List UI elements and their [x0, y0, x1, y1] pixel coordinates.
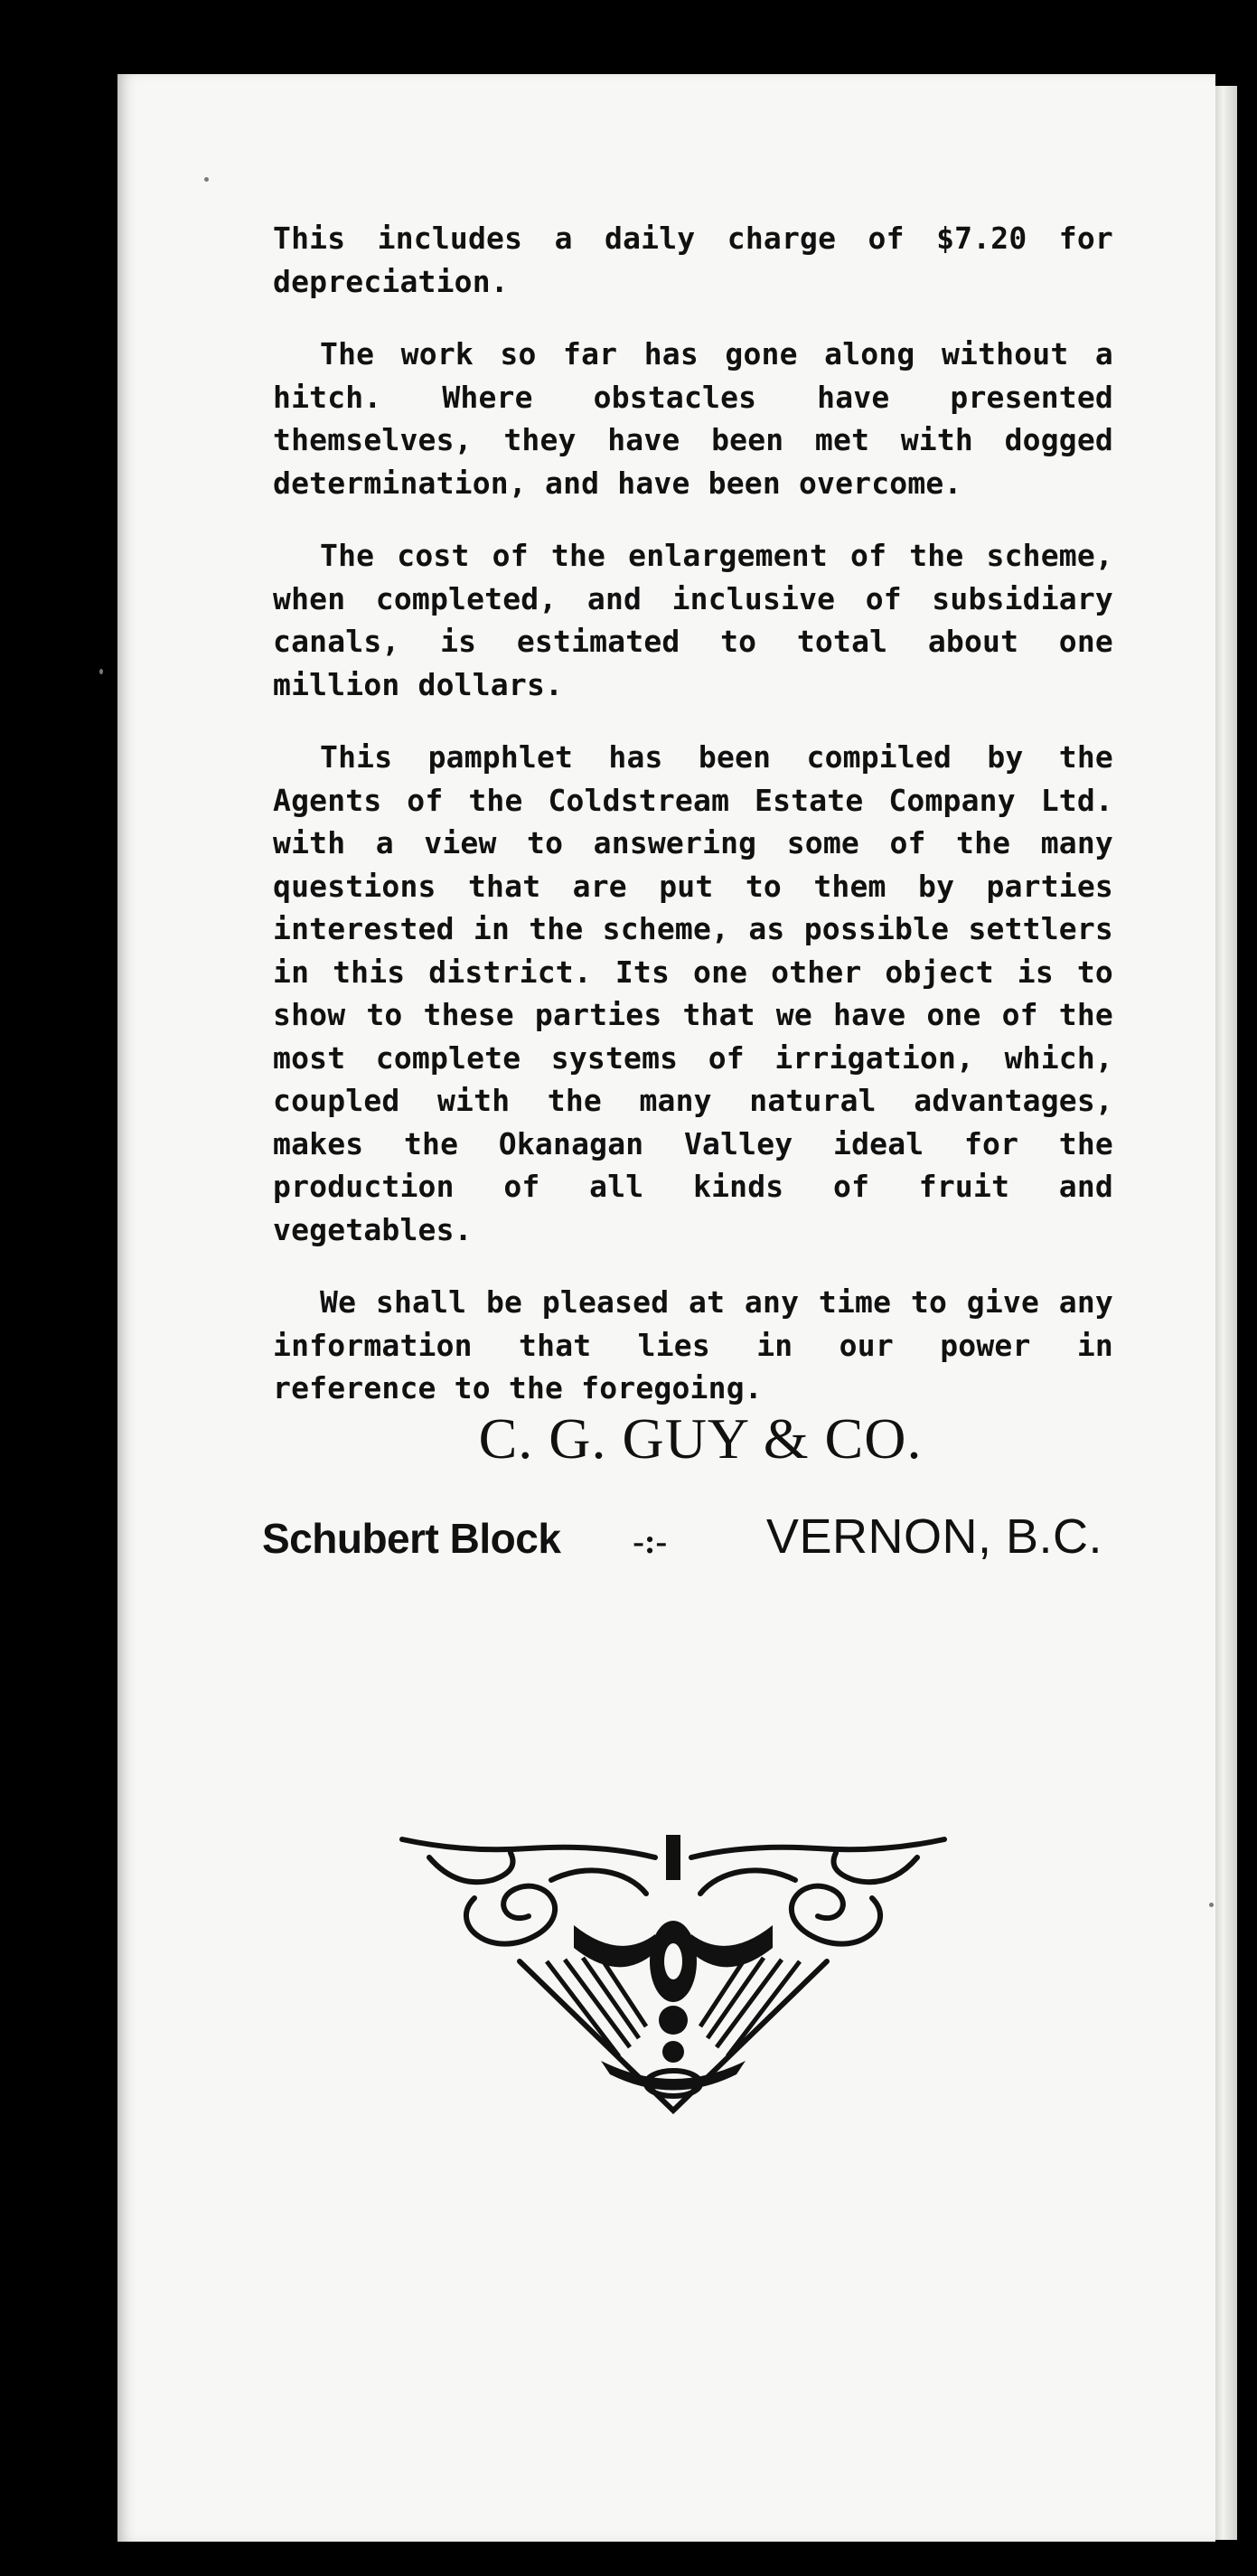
company-name: C. G. GUY & CO.: [478, 1406, 923, 1471]
scan-speck: [99, 669, 103, 674]
decorative-scroll-ornament-icon: [393, 1826, 953, 2115]
address-city: VERNON, B.C.: [765, 1509, 1102, 1564]
scan-speck: [1209, 1903, 1214, 1907]
paragraph: The work so far has gone along without a hitch. Where obstacles have presented themselves, they have been met with dogged determination, and have been overcome.: [273, 336, 1113, 501]
scan-speck: [204, 177, 209, 182]
address-street: Schubert Block: [262, 1515, 561, 1562]
paragraph: The cost of the enlargement of the scheme, when completed, and inclusive of subsidiary canals, is estimated to total about one million dollars.: [273, 538, 1113, 702]
paragraph: We shall be pleased at any time to give any information that lies in our power in reference to the foregoing.: [273, 1284, 1113, 1406]
paragraph: This includes a daily charge of $7.20 for depreciation.: [273, 221, 1113, 299]
page-edge: [1215, 86, 1237, 2540]
signature-block: [262, 1406, 1102, 1565]
address-separator: -:-: [633, 1523, 668, 1561]
body-text: [273, 217, 1113, 1440]
address-line: [262, 1509, 1102, 1565]
paragraph: This pamphlet has been compiled by the Agents of the Coldstream Estate Company Ltd. with a view to answering some of the many questions that are put to them by parties interested in the scheme, as possible settlers in this district. Its one other object is to show to these parties that we have one of the most complete systems of irrigation, which, coupled with the many natural advantages, makes the Okanagan Valley ideal for the production of all kinds of fruit and vegetables.: [273, 739, 1113, 1247]
